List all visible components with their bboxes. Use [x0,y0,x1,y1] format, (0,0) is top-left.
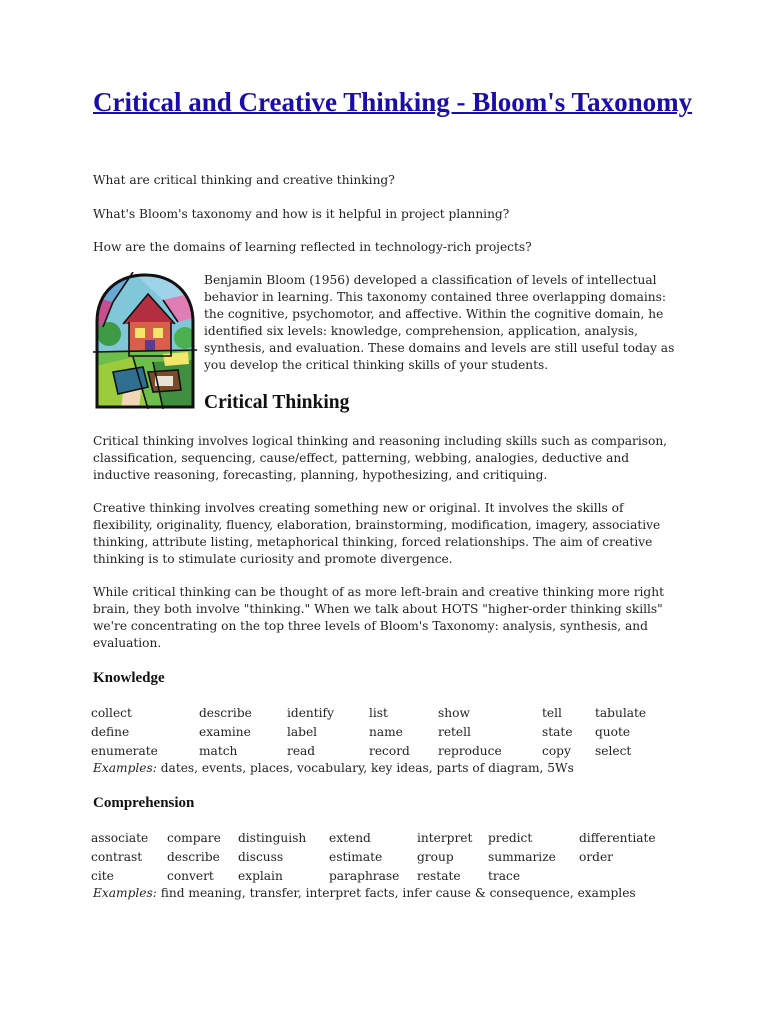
verb-cell: reproduce [438,744,502,758]
verb-cell: summarize [488,850,556,864]
verb-cell: paraphrase [329,869,400,883]
verb-cell: quote [595,725,631,739]
verb-cell: select [595,744,632,758]
knowledge-examples [93,760,574,777]
verb-cell: copy [542,744,571,758]
question-3: How are the domains of learning reflected in technology-rich projects? [93,240,532,254]
comprehension-examples [93,885,636,902]
verb-cell: record [369,744,410,758]
verb-cell: interpret [417,831,473,845]
verb-cell: convert [167,869,214,883]
verb-cell: distinguish [238,831,307,845]
verb-cell: describe [167,850,220,864]
verb-cell: read [287,744,316,758]
stained-glass-illustration [93,272,197,409]
verb-cell: show [438,706,470,720]
verb-cell: tabulate [595,706,647,720]
verb-cell: enumerate [91,744,158,758]
page-title[interactable]: Critical and Creative Thinking - Bloom's Taxonomy [93,87,693,117]
verb-cell: name [369,725,403,739]
verb-cell: order [579,850,614,864]
verb-cell: list [369,706,388,720]
verb-cell: examine [199,725,251,739]
comprehension-heading: Comprehension [93,795,195,811]
verb-cell: restate [417,869,461,883]
verb-cell: differentiate [579,831,656,845]
examples-text: find meaning, transfer, interpret facts, infer cause & consequence, examples [156,886,636,900]
examples-label: Examples: [93,886,157,900]
verb-cell: extend [329,831,371,845]
verb-cell: contrast [91,850,143,864]
verb-cell: discuss [238,850,284,864]
verb-cell: trace [488,869,521,883]
verb-cell: match [199,744,238,758]
verb-cell: cite [91,869,114,883]
verb-cell: associate [91,831,149,845]
examples-text: dates, events, places, vocabulary, key ideas, parts of diagram, 5Ws [156,761,574,775]
verb-cell: describe [199,706,252,720]
verb-cell: state [542,725,573,739]
critical-thinking-paragraph: Critical thinking involves logical thinking and reasoning including skills such as comparison, classification, sequencing, cause/effect, patterning, webbing, analogies, deductive and inductive reasoning, forecasting, planning, hypothesizing, and critiquing. [93,434,668,482]
verb-cell: compare [167,831,221,845]
hots-paragraph: While critical thinking can be thought of as more left-brain and creative thinking more right brain, they both involve "thinking." When we talk about HOTS "higher-order thinking skills" we're concentrating on the top three levels of Bloom's Taxonomy: analysis, synthesis, and evaluation. [93,585,664,650]
verb-cell: collect [91,706,132,720]
verb-cell: predict [488,831,533,845]
verb-cell: tell [542,706,562,720]
verb-cell: estimate [329,850,383,864]
verb-cell: identify [287,706,334,720]
verb-cell: define [91,725,130,739]
examples-label: Examples: [93,761,157,775]
verb-cell: explain [238,869,283,883]
verb-cell: retell [438,725,471,739]
creative-thinking-paragraph: Creative thinking involves creating something new or original. It involves the skills of flexibility, originality, fluency, elaboration, brainstorming, modification, imagery, associative thinking, attribute listing, metaphorical thinking, forced relationships. The aim of creative thinking is to stimulate curiosity and promote divergence. [93,501,661,566]
question-1: What are critical thinking and creative thinking? [93,173,395,187]
knowledge-heading: Knowledge [93,670,165,686]
verb-cell: group [417,850,454,864]
section-heading: Critical Thinking [204,392,350,413]
question-2: What's Bloom's taxonomy and how is it helpful in project planning? [93,207,510,221]
intro-paragraph: Benjamin Bloom (1956) developed a classification of levels of intellectual behavior in learning. This taxonomy contained three overlapping domains: the cognitive, psychomotor, and affective. Within the cognitive domain, he identified six levels: knowledge, comprehension, application, analysis, synthesis, and evaluation. These domains and levels are still useful today as you develop the critical thinking skills of your students. [204,273,675,372]
verb-cell: label [287,725,318,739]
